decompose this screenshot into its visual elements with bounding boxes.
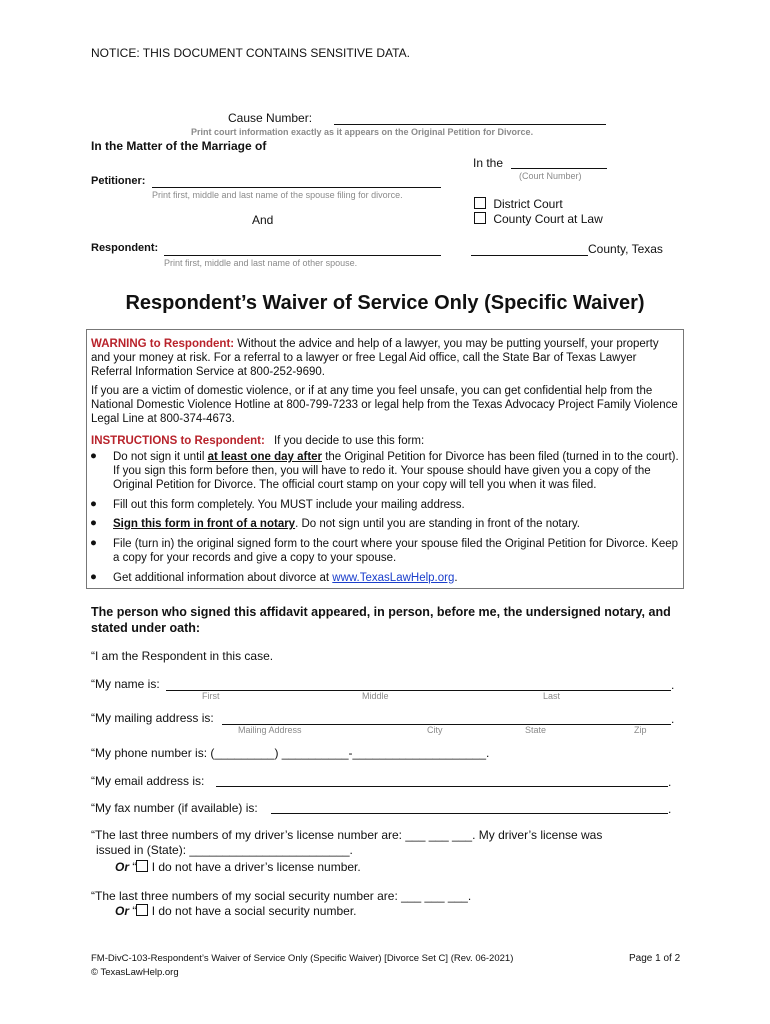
phone-label: “My phone number is: (91, 746, 208, 760)
form-title: Respondent’s Waiver of Service Only (Specific Waiver) (125, 292, 645, 314)
instructions-label: INSTRUCTIONS to Respondent: (91, 435, 265, 447)
address-hint-city: City (427, 725, 443, 735)
address-hint-street: Mailing Address (238, 725, 302, 735)
or-label: Or (115, 904, 130, 918)
texaslawhelp-link[interactable]: www.TexasLawHelp.org (332, 572, 455, 584)
instruction-item (113, 517, 681, 531)
instruction-item: File (turn in) the original signed form to the court where your spouse filed the Original Petition for Divorce. Keep a copy for your records and give a copy to your spouse. (113, 538, 679, 564)
warning-text: Without the advice and help of a lawyer, you may be putting yourself, your property and your money at risk. For a referral to a lawyer or free Legal Aid office, call the State Bar of Texas Lawyer Referral Information Service at 800-252-9690. (91, 338, 659, 378)
instruction-item (113, 450, 681, 492)
instruction-text: . Do not sign until you are standing in front of the notary. (295, 518, 580, 530)
name-field[interactable] (166, 690, 671, 691)
petitioner-hint: Print first, middle and last name of the spouse filing for divorce. (152, 190, 403, 200)
email-label: “My email address is: (91, 774, 205, 788)
page-number: Page 1 of 2 (629, 953, 681, 964)
no-ssn-option[interactable]: Or “ I do not have a social security number. (115, 904, 357, 918)
instruction-emphasis: Sign this form in front of a notary (113, 518, 296, 530)
bullet-icon: ● (90, 537, 97, 549)
cause-number-field[interactable] (334, 124, 606, 125)
petitioner-name-field[interactable] (152, 187, 441, 188)
district-court-checkbox[interactable] (474, 197, 486, 209)
in-the-label: In the (473, 156, 504, 170)
bullet-icon: ● (90, 517, 97, 529)
mailing-address-label: “My mailing address is: (91, 711, 214, 725)
instruction-text: Get additional information about divorce at (113, 572, 333, 584)
cause-number-hint: Print court information exactly as it appears on the Original Petition for Divorce. (191, 127, 534, 137)
bullet-icon: ● (90, 571, 97, 583)
fax-period: . (668, 802, 672, 816)
address-hint-zip: Zip (634, 725, 647, 735)
name-hint-first: First (202, 691, 220, 701)
respondent-name-field[interactable] (164, 255, 441, 256)
sensitive-data-notice: NOTICE: THIS DOCUMENT CONTAINS SENSITIVE DATA. (91, 46, 410, 60)
phone-row (91, 746, 489, 760)
no-drivers-license-label: I do not have a driver’s license number. (151, 860, 361, 874)
phone-field[interactable]: (_________) __________-____________________. (210, 746, 490, 760)
no-drivers-license-option[interactable]: Or “ I do not have a driver’s license number. (115, 860, 361, 874)
county-court-option[interactable] (474, 212, 603, 226)
and-label: And (252, 213, 274, 227)
county-court-label: County Court at Law (493, 212, 603, 226)
domestic-violence-paragraph: If you are a victim of domestic violence, or if at any time you feel unsafe, you can get confidential help from the National Domestic Violence Hotline at 800-799-7233 or legal help from the Texas Advocacy Project Family Violence Legal Line at 800-374-4673. (91, 385, 678, 425)
respondent-hint: Print first, middle and last name of other spouse. (164, 258, 358, 268)
email-period: . (668, 775, 672, 789)
name-label: “My name is: (91, 677, 160, 691)
no-ssn-label: I do not have a social security number. (151, 904, 357, 918)
address-period: . (671, 712, 675, 726)
matter-title: In the Matter of the Marriage of (91, 139, 267, 153)
instructions-intro: If you decide to use this form: (273, 435, 425, 447)
instructions-heading (91, 434, 679, 448)
bullet-icon: ● (90, 450, 97, 462)
respondent-statement: “I am the Respondent in this case. (91, 649, 274, 663)
instruction-text: Do not sign it until (113, 451, 208, 463)
or-label: Or (115, 860, 130, 874)
district-court-option[interactable] (474, 197, 563, 211)
instruction-item (113, 571, 681, 585)
petitioner-label: Petitioner: (91, 175, 146, 187)
affidavit-intro: The person who signed this affidavit appeared, in person, before me, the undersigned notary, and stated under oath: (91, 605, 671, 635)
court-number-hint: (Court Number) (519, 171, 582, 181)
name-hint-last: Last (543, 691, 561, 701)
instruction-item: Fill out this form completely. You MUST include your mailing address. (113, 499, 465, 511)
respondent-label: Respondent: (91, 242, 159, 254)
no-ssn-checkbox[interactable] (136, 904, 148, 916)
district-court-label: District Court (493, 197, 563, 211)
instruction-emphasis: at least one day after (207, 451, 323, 463)
fax-label: “My fax number (if available) is: (91, 801, 258, 815)
copyright: © TexasLawHelp.org (91, 967, 179, 978)
drivers-license-text: “The last three numbers of my driver’s license number are: ___ ___ ___. My driver’s license was (91, 828, 603, 842)
county-texas-label: County, Texas (588, 242, 663, 256)
court-number-field[interactable] (511, 168, 607, 169)
drivers-license-state: issued in (State): ________________________. (96, 843, 353, 857)
email-field[interactable] (216, 786, 668, 787)
bullet-icon: ● (90, 498, 97, 510)
warning-paragraph (91, 337, 679, 379)
no-drivers-license-checkbox[interactable] (136, 860, 148, 872)
warning-label: WARNING to Respondent: (91, 338, 235, 350)
form-id: FM-DivC-103-Respondent’s Waiver of Service Only (Specific Waiver) [Divorce Set C] (Rev. 06-2021) (91, 953, 514, 964)
ssn-text: “The last three numbers of my social security number are: ___ ___ ___. (91, 889, 472, 903)
instruction-text: . (454, 572, 458, 584)
instruction-text: the Original Petition for Divorce has been filed (turned in to the court). If you sign this form before then, you will have to redo it. Your spouse should have given you a copy of the Original Petition for Divorce. The official court stamp on your copy will tell you when it was filed. (113, 451, 679, 491)
name-period: . (671, 678, 675, 692)
county-field[interactable] (471, 255, 588, 256)
fax-field[interactable] (271, 813, 668, 814)
county-court-checkbox[interactable] (474, 212, 486, 224)
cause-number-label: Cause Number: (228, 111, 313, 125)
address-hint-state: State (525, 725, 547, 735)
name-hint-middle: Middle (362, 691, 389, 701)
